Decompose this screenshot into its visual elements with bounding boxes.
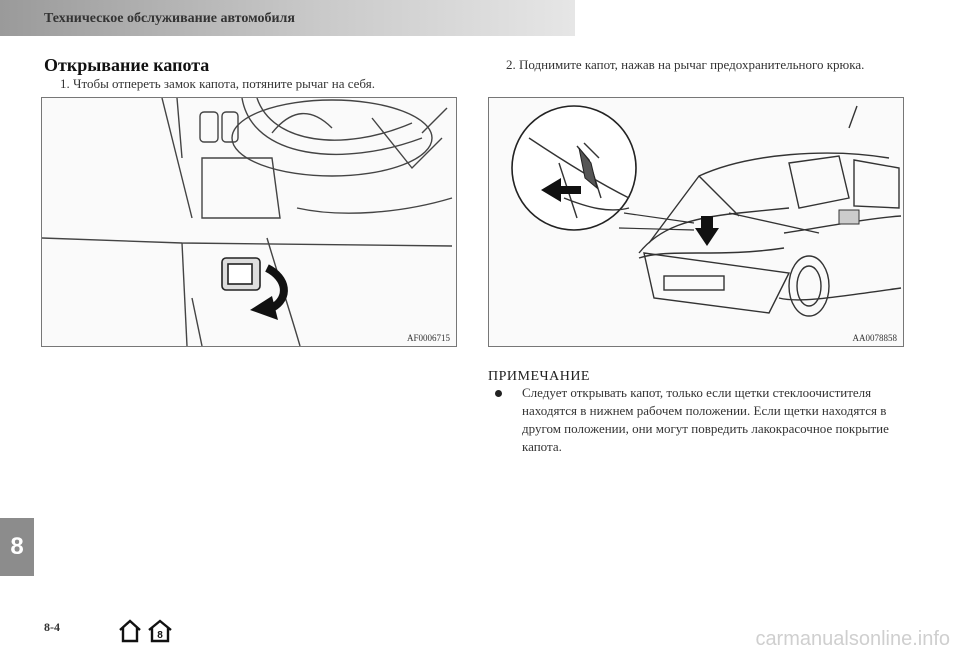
- figure-right-code: AA0078858: [852, 333, 897, 343]
- header-bar: [0, 0, 575, 36]
- note-text: Следует открывать капот, только если щетки стеклоочистителя находятся в нижнем рабочем положении. Если щетки находятся в другом положении, они могут повредить лакокрасочное покрытие капота.: [522, 385, 889, 454]
- step-2-text: 2. Поднимите капот, нажав на рычаг предохранительного крюка.: [506, 57, 865, 72]
- chapter-tab-label: 8: [10, 533, 24, 560]
- chapter-tab: [0, 518, 34, 576]
- step-1-text: 1. Чтобы отпереть замок капота, потяните рычаг на себя.: [60, 76, 375, 91]
- note-title: ПРИМЕЧАНИЕ: [488, 369, 590, 384]
- note-bullet: [495, 390, 502, 397]
- chapter-home-number: 8: [157, 630, 163, 641]
- page-number: 8-4: [44, 620, 60, 634]
- home-icon[interactable]: [117, 618, 143, 644]
- chapter-home-icon[interactable]: [146, 618, 174, 644]
- figure-hood-release-lever: [41, 97, 457, 347]
- car-hood-illustration: [489, 98, 903, 346]
- figure-hood-safety-catch: [488, 97, 904, 347]
- header-title: Техническое обслуживание автомобиля: [44, 11, 295, 26]
- section-title: Открывание капота: [44, 55, 210, 75]
- watermark: carmanualsonline.info: [755, 628, 950, 650]
- figure-left-code: AF0006715: [406, 333, 450, 343]
- hood-release-illustration: [42, 98, 456, 346]
